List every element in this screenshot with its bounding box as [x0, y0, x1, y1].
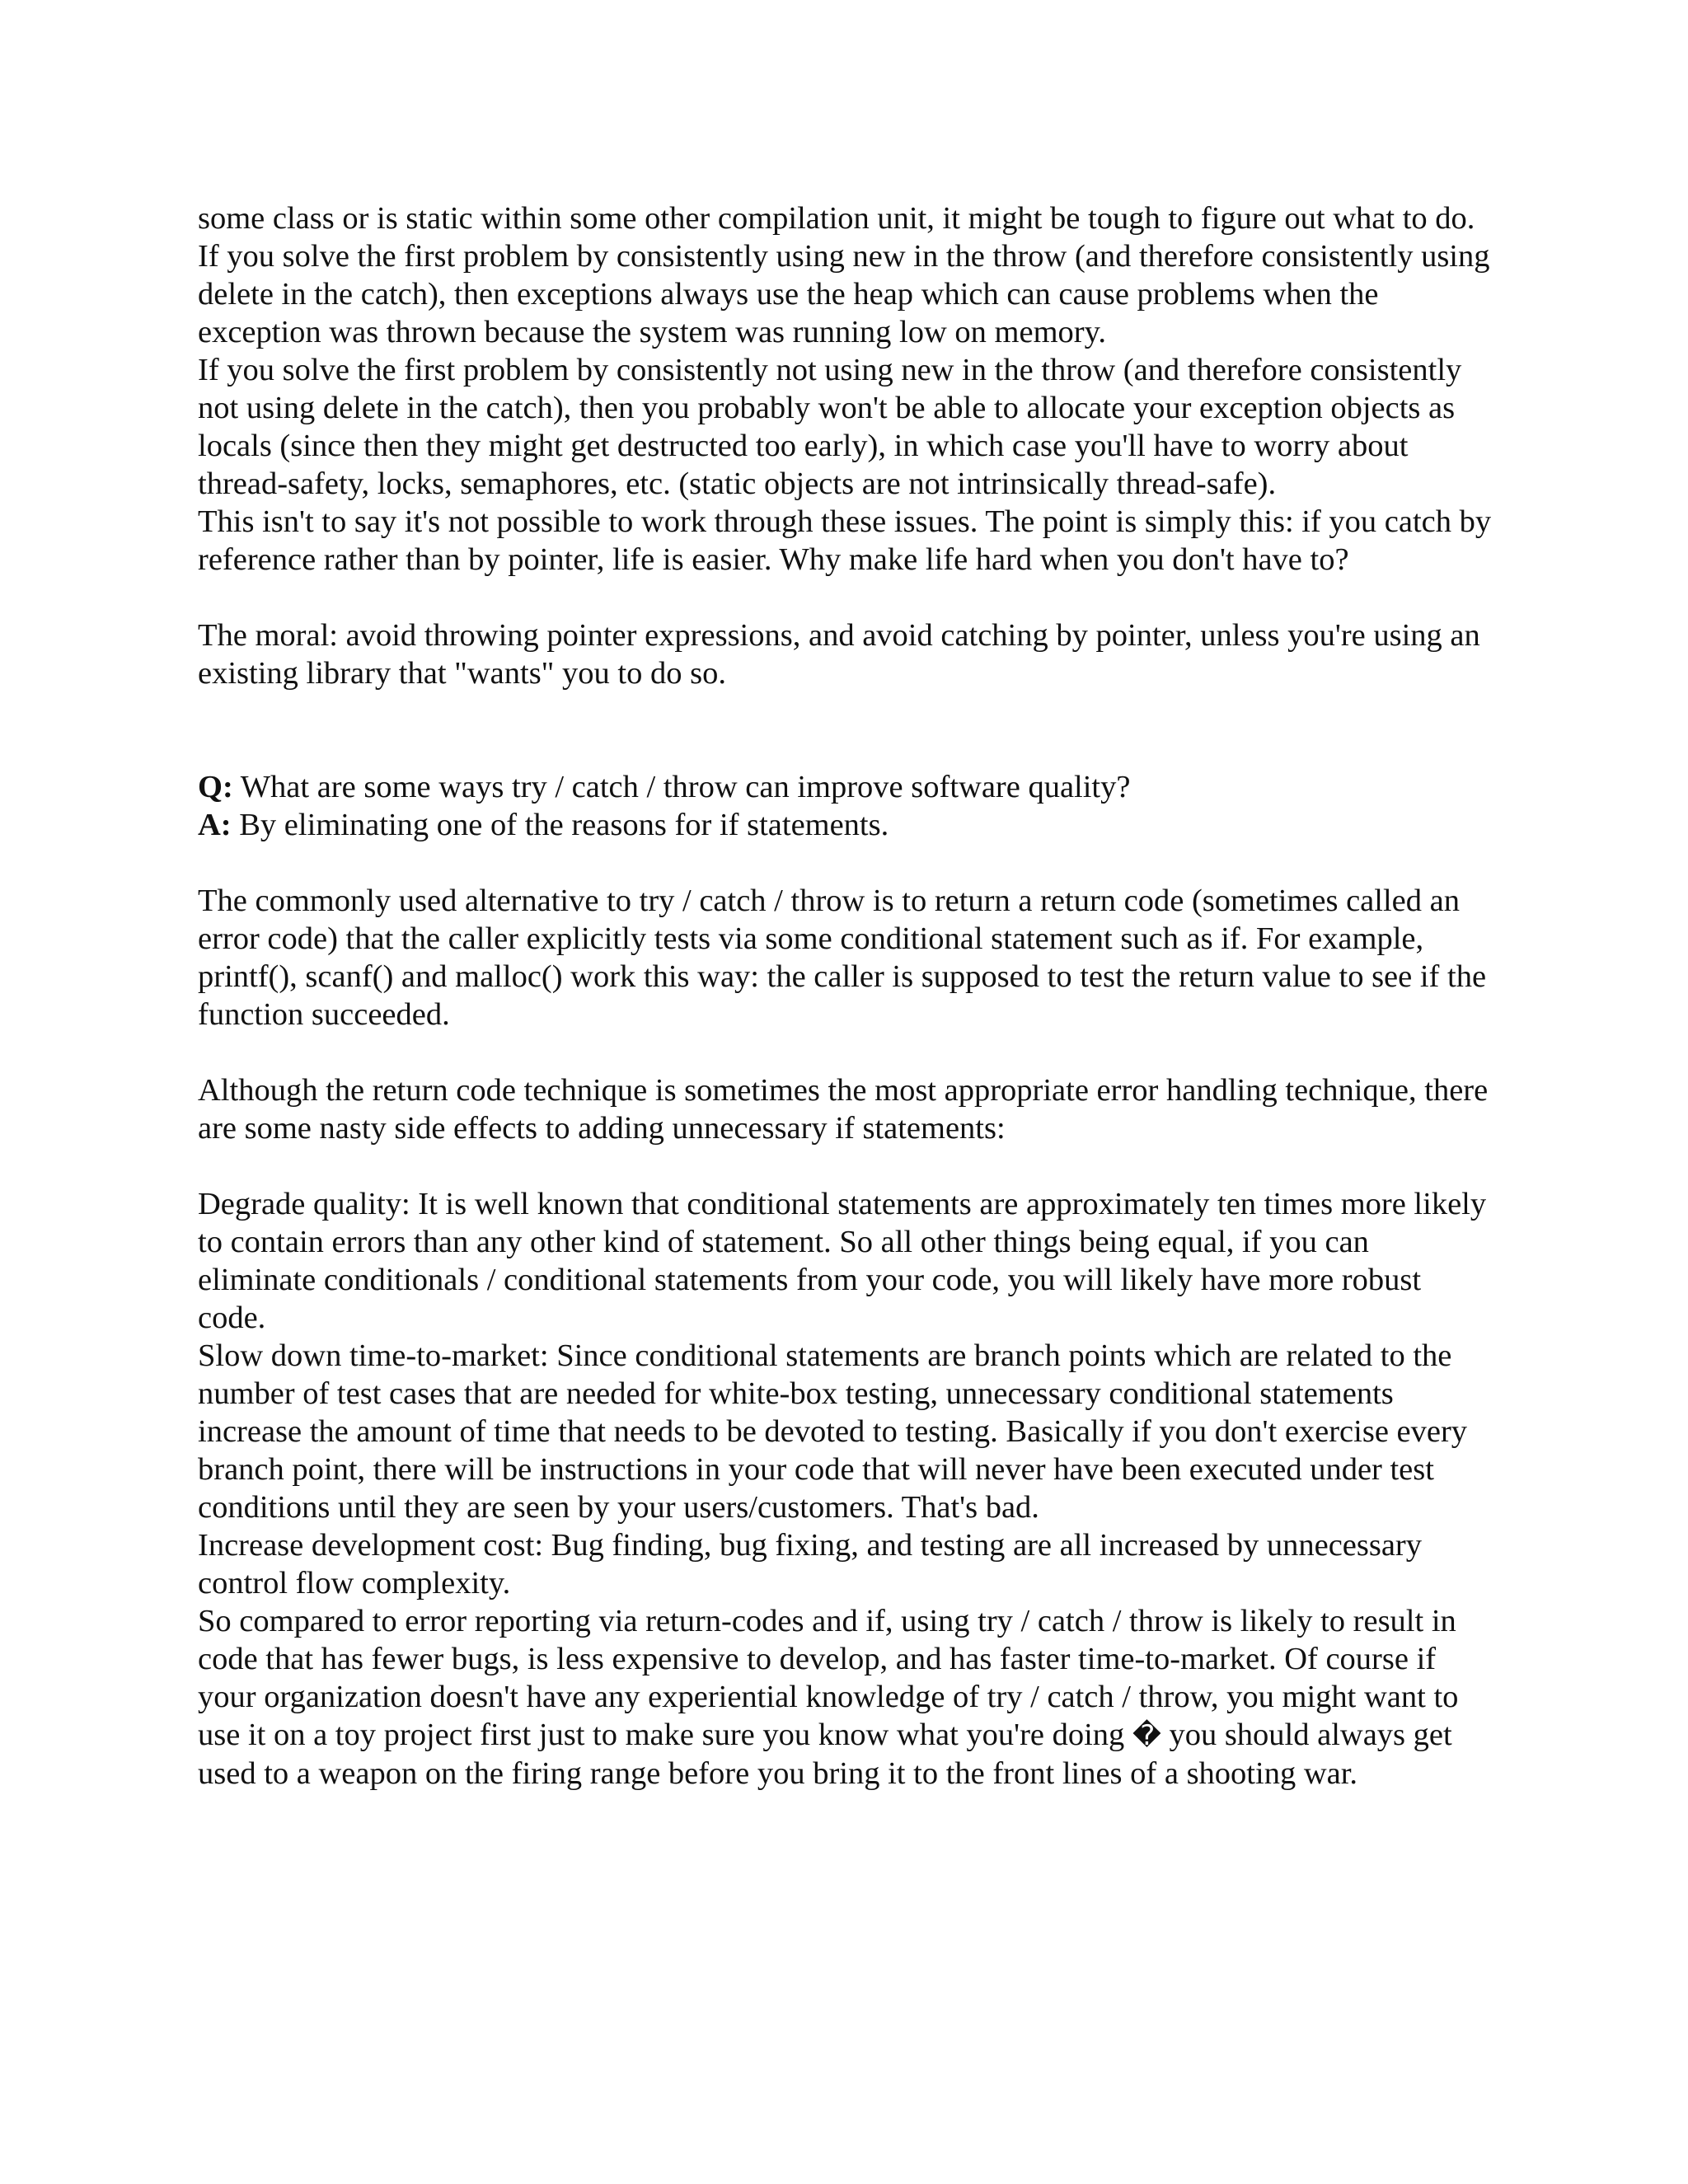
point-time-to-market: Slow down time-to-market: Since conditional statements are branch points which are related to the number of test cases that are needed for white-box testing, unnecessary conditional statements increase the amount of time that needs to be devoted to testing. Basically if you don't exercise every branch point, there will be instructions in your code that will never have been executed under test conditions until they are seen by your users/customers. That's bad.: [198, 1338, 1468, 1525]
conclusion-text-a: So compared to error reporting via return-codes and if, using try / catch / throw is likely to result in code that has fewer bugs, is less expensive to develop, and has faster time-to-market. Of course if your organization doesn't have any experiential knowledge of try / catch / throw, you might want to use it on a toy project first just to make sure you know what you're doing: [198, 1604, 1459, 1752]
replacement-character-icon: �: [1132, 1719, 1161, 1752]
spacer: [198, 1033, 1492, 1071]
document-page: [198, 199, 1492, 1793]
paragraph-alternative: The commonly used alternative to try / catch / throw is to return a return code (sometimes called an error code) that the caller explicitly tests via some conditional statement such as if. For example, printf(), scanf() and malloc() work this way: the caller is supposed to test the return value to see if the function succeeded.: [198, 883, 1487, 1032]
paragraph-catch-by-reference: This isn't to say it's not possible to work through these issues. The point is simply this: if you catch by reference rather than by pointer, life is easier. Why make life hard when you don't have to?: [198, 504, 1492, 577]
question-label: Q:: [198, 770, 233, 804]
answer-label: A:: [198, 808, 232, 842]
question-text: What are some ways try / catch / throw can improve software quality?: [232, 770, 1131, 804]
conclusion-text-b: you should always get used to a weapon on the firing range before you bring it to the front lines of a shooting war.: [198, 1718, 1452, 1791]
point-development-cost: Increase development cost: Bug finding, bug fixing, and testing are all increased by unnecessary control flow complexity.: [198, 1528, 1422, 1601]
paragraph-although: Although the return code technique is sometimes the most appropriate error handling technique, there are some nasty side effects to adding unnecessary if statements:: [198, 1073, 1489, 1146]
point-degrade-quality: Degrade quality: It is well known that conditional statements are approximately ten times more likely to contain errors than any other kind of statement. So all other things being equal, if you can eliminate conditionals / conditional statements from your code, you will likely have more robust code.: [198, 1187, 1487, 1335]
paragraph-compilation-unit: some class or is static within some other compilation unit, it might be tough to figure out what to do.: [198, 201, 1475, 236]
paragraph-not-using-new: If you solve the first problem by consistently not using new in the throw (and therefore consistently not using delete in the catch), then you probably won't be able to allocate your exception objects as locals (since then they might get destructed too early), in which case you'll have to worry about thread-safety, locks, semaphores, etc. (static objects are not intrinsically thread-safe).: [198, 353, 1462, 501]
paragraph-using-new: If you solve the first problem by consistently using new in the throw (and therefore consistently using delete in the catch), then exceptions always use the heap which can cause problems when the exception was thrown because the system was running low on memory.: [198, 239, 1490, 349]
answer-text: By eliminating one of the reasons for if statements.: [231, 808, 889, 842]
spacer: [198, 844, 1492, 882]
answer-line: [198, 806, 1492, 844]
paragraph-moral: The moral: avoid throwing pointer expressions, and avoid catching by pointer, unless you're using an existing library that "wants" you to do so.: [198, 618, 1480, 691]
spacer: [198, 692, 1492, 768]
paragraph-conclusion: [198, 1602, 1492, 1793]
spacer: [198, 579, 1492, 616]
question-line: [198, 768, 1492, 806]
spacer: [198, 1147, 1492, 1185]
